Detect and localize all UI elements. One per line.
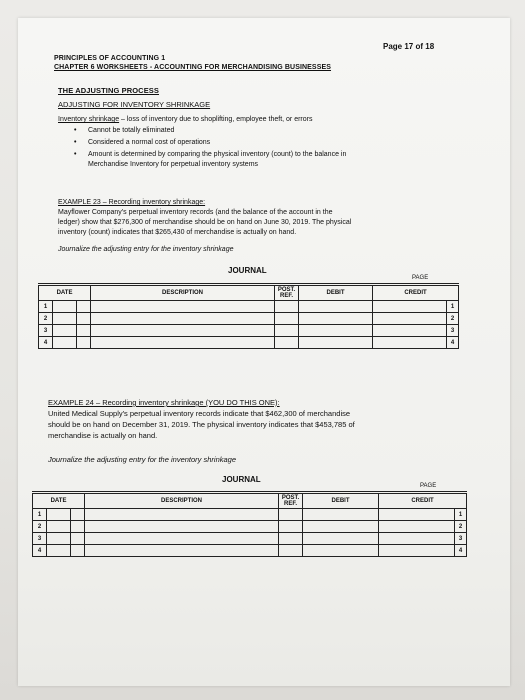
credit-cell[interactable] <box>379 521 455 533</box>
row-number: 4 <box>455 545 467 557</box>
description-cell[interactable] <box>85 521 279 533</box>
description-cell[interactable] <box>91 337 275 349</box>
credit-cell[interactable] <box>373 325 447 337</box>
example24-line: should be on hand on December 31, 2019. The physical inventory indicates that $453,785 of <box>48 420 355 429</box>
journal-table-1 <box>38 283 459 349</box>
journal-table-2 <box>32 491 467 557</box>
journal-row <box>39 313 459 325</box>
row-number: 1 <box>455 509 467 521</box>
example23-line: ledger) show that $276,300 of merchandise should be on hand on June 30, 2019. The physical <box>58 219 352 226</box>
journal-header-row <box>33 493 467 509</box>
example24-title: EXAMPLE 24 – Recording inventory shrinkage (YOU DO THIS ONE): <box>48 398 280 407</box>
chapter-title: CHAPTER 6 WORKSHEETS - ACCOUNTING FOR MERCHANDISING BUSINESSES <box>54 64 332 71</box>
example23-instruction: Journalize the adjusting entry for the inventory shrinkage <box>58 246 234 253</box>
description-cell[interactable] <box>85 533 279 545</box>
debit-cell[interactable] <box>303 533 379 545</box>
date-header: DATE <box>33 493 85 509</box>
date-header: DATE <box>39 285 91 301</box>
row-number: 3 <box>33 533 47 545</box>
debit-header: DEBIT <box>299 285 373 301</box>
journal-row <box>33 533 467 545</box>
debit-cell[interactable] <box>299 325 373 337</box>
journal-row <box>39 301 459 313</box>
debit-cell[interactable] <box>299 337 373 349</box>
row-number: 4 <box>39 337 53 349</box>
example24-line: merchandise is actually on hand. <box>48 431 158 440</box>
bullet-item: • Amount is determined by comparing the physical inventory (count) to the balance in <box>88 151 346 158</box>
journal-row <box>33 521 467 533</box>
journal-row <box>33 545 467 557</box>
example24-instruction: Journalize the adjusting entry for the inventory shrinkage <box>48 455 237 464</box>
journal-row <box>39 337 459 349</box>
bullet-continuation: Merchandise Inventory for perpetual inventory systems <box>88 161 259 168</box>
description-cell[interactable] <box>85 545 279 557</box>
journal-row <box>33 509 467 521</box>
bullet-item: • Considered a normal cost of operations <box>88 139 210 146</box>
credit-cell[interactable] <box>379 533 455 545</box>
example23-title: EXAMPLE 23 – Recording inventory shrinkage: <box>58 199 206 206</box>
credit-header: CREDIT <box>373 285 459 301</box>
definition-term: Inventory shrinkage <box>58 116 120 123</box>
row-number: 3 <box>39 325 53 337</box>
post-ref-header: POST. REF. <box>279 493 303 509</box>
course-title: PRINCIPLES OF ACCOUNTING 1 <box>54 55 166 62</box>
description-cell[interactable] <box>91 325 275 337</box>
row-number: 2 <box>33 521 47 533</box>
row-number: 2 <box>39 313 53 325</box>
description-header: DESCRIPTION <box>91 285 275 301</box>
description-cell[interactable] <box>91 313 275 325</box>
row-number: 1 <box>33 509 47 521</box>
credit-header: CREDIT <box>379 493 467 509</box>
row-number: 1 <box>39 301 53 313</box>
page-label: PAGE <box>412 275 429 281</box>
row-number: 2 <box>447 313 459 325</box>
journal-header-row <box>39 285 459 301</box>
row-number: 4 <box>447 337 459 349</box>
description-header: DESCRIPTION <box>85 493 279 509</box>
debit-cell[interactable] <box>303 545 379 557</box>
row-number: 3 <box>455 533 467 545</box>
debit-cell[interactable] <box>299 301 373 313</box>
description-cell[interactable] <box>85 509 279 521</box>
credit-cell[interactable] <box>379 545 455 557</box>
journal-title: JOURNAL <box>222 475 261 484</box>
example23-line: Mayflower Company's perpetual inventory records (and the balance of the account in the <box>58 209 333 216</box>
row-number: 3 <box>447 325 459 337</box>
row-number: 4 <box>33 545 47 557</box>
row-number: 2 <box>455 521 467 533</box>
description-cell[interactable] <box>91 301 275 313</box>
worksheet-page <box>18 18 510 686</box>
definition <box>58 116 312 123</box>
example23-line: inventory (count) indicates that $265,430 of merchandise is actually on hand. <box>58 229 297 236</box>
row-number: 1 <box>447 301 459 313</box>
debit-cell[interactable] <box>299 313 373 325</box>
credit-cell[interactable] <box>379 509 455 521</box>
credit-cell[interactable] <box>373 313 447 325</box>
debit-cell[interactable] <box>303 509 379 521</box>
debit-header: DEBIT <box>303 493 379 509</box>
credit-cell[interactable] <box>373 337 447 349</box>
debit-cell[interactable] <box>303 521 379 533</box>
section-title: THE ADJUSTING PROCESS <box>58 86 160 95</box>
section-subtitle: ADJUSTING FOR INVENTORY SHRINKAGE <box>58 100 211 109</box>
definition-text: – loss of inventory due to shoplifting, employee theft, or errors <box>119 116 313 123</box>
page-label: PAGE <box>420 483 437 489</box>
bullet-item: • Cannot be totally eliminated <box>88 127 174 134</box>
example24-line: United Medical Supply's perpetual inventory records indicate that $462,300 of merchandise <box>48 409 351 418</box>
post-ref-header: POST. REF. <box>275 285 299 301</box>
journal-row <box>39 325 459 337</box>
page-number: Page 17 of 18 <box>383 42 435 51</box>
credit-cell[interactable] <box>373 301 447 313</box>
journal-title: JOURNAL <box>228 266 267 275</box>
